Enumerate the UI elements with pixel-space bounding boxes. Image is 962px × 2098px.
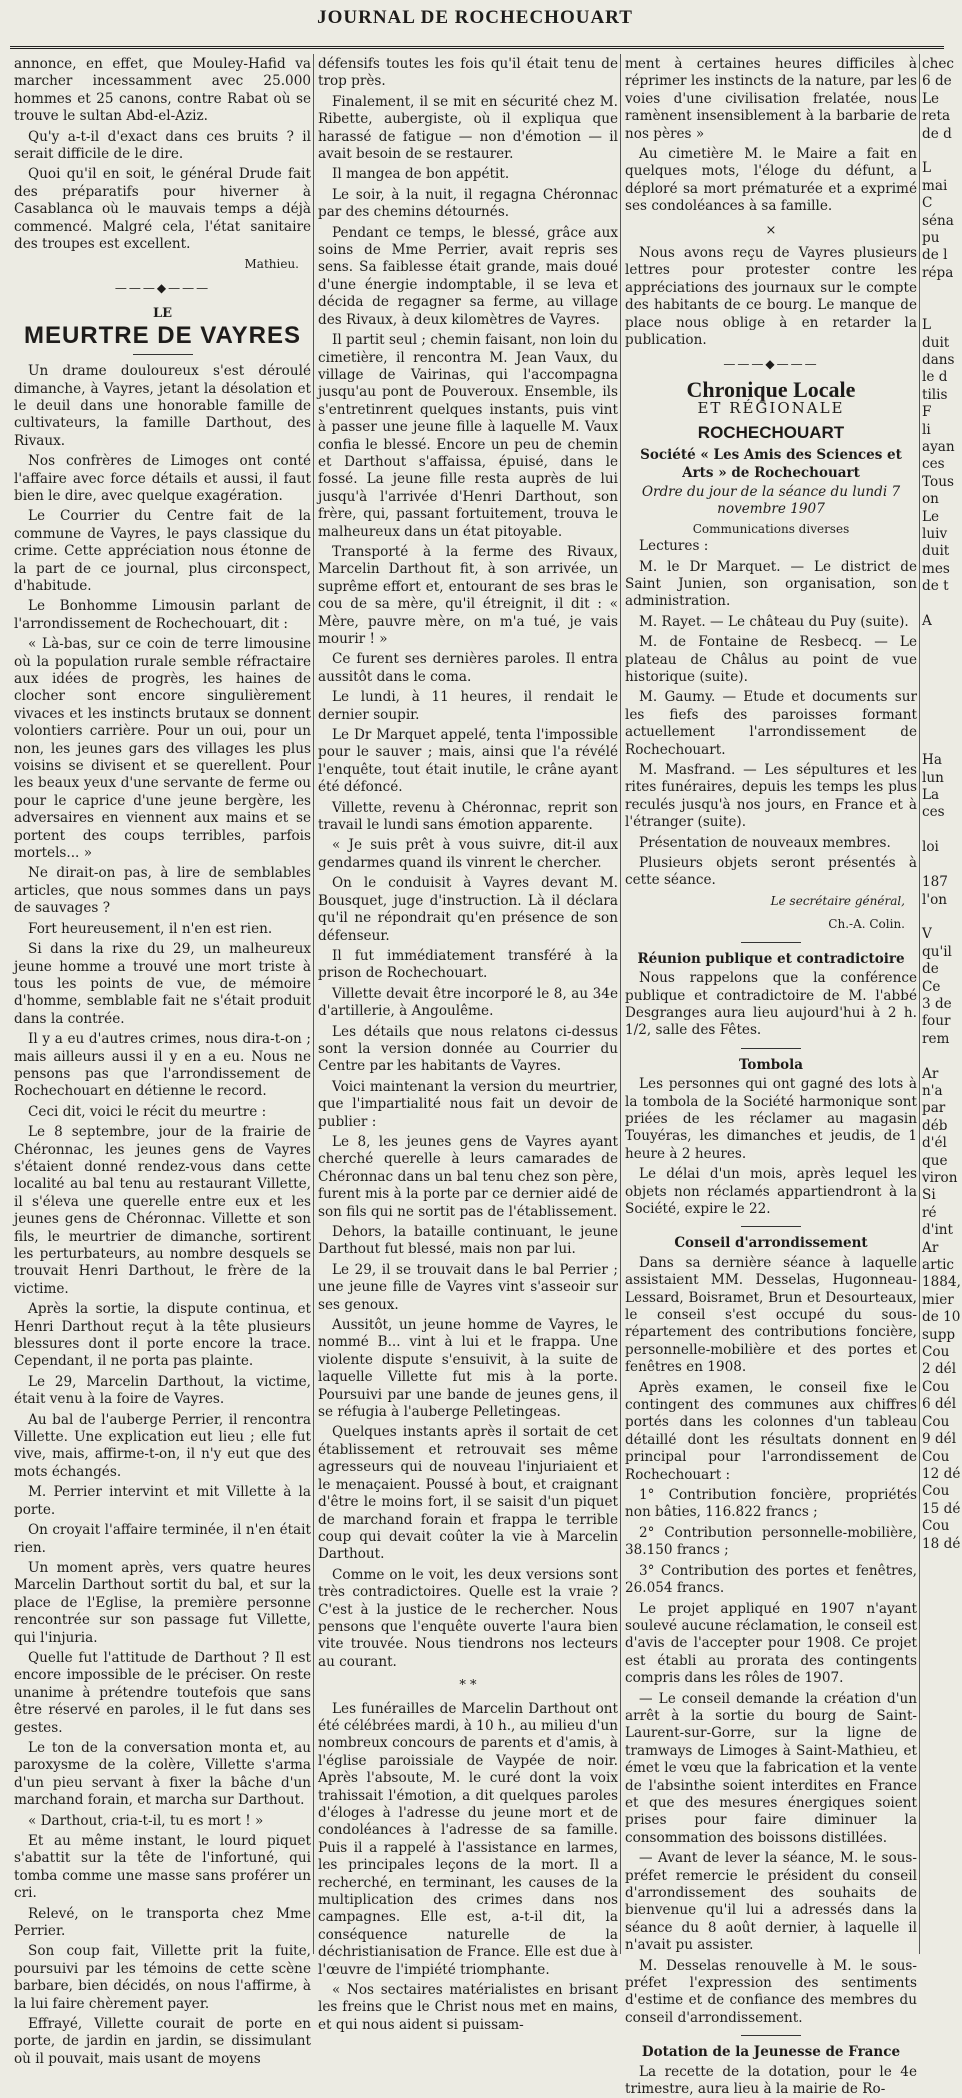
paragraph: M. Perrier intervint et mit Villette à la porte.: [14, 1484, 311, 1518]
edge-text-line: [922, 700, 962, 717]
paragraph: Après la sortie, la dispute continua, et Henri Darthout reçut à la tête plusieurs blessures dont il porte encore la trace. Cependant, il ne porta pas plainte.: [14, 1301, 311, 1370]
edge-text-line: ayan: [922, 438, 955, 455]
paragraph: — Le conseil demande la création d'un arrêt à la sortie du bourg de Saint-Laurent-sur-Gorre, sur la ligne de tramways de Limoges à Saint-Mathieu, et émet le vœu que la fabrication et la vente de l'absinthe soient interdites en France et que des mesures énergiques soient prises pour faire diminuer la consommation des boissons distillées.: [625, 1690, 917, 1846]
edge-text-line: répa: [922, 264, 954, 281]
edge-text-line: 2 dél: [922, 1361, 957, 1378]
conseil-heading: Conseil d'arrondissement: [674, 1235, 868, 1252]
paragraph: La recette de la dotation, pour le 4e trimestre, aura lieu à la mairie de Ro-: [625, 2063, 917, 2098]
city-heading: ROCHECHOUART: [697, 422, 845, 442]
edge-text-line: l'on: [922, 891, 948, 908]
edge-text-line: four: [922, 1013, 951, 1030]
edge-text-line: Si: [922, 1187, 936, 1204]
edge-text-line: Cou: [922, 1413, 950, 1430]
paragraph: M. de Fontaine de Resbecq. — Le plateau de Châlus au point de vue historique (suite).: [625, 634, 917, 685]
paragraph: Effrayé, Villette courait de porte en porte, de jardin en jardin, se dissimulant où il pouvait, mais usant de moyens: [14, 2016, 311, 2067]
edge-text-line: Le: [922, 508, 940, 525]
edge-text-line: [922, 909, 962, 926]
paragraph: Le 29, il se trouvait dans le bal Perrier ; une jeune fille de Vayres vint s'asseoir sur ses genoux.: [318, 1261, 618, 1313]
paragraph: Quelle fut l'attitude de Darthout ? Il est encore impossible de le préciser. On reste unanime à prétendre toutefois que sans être réservé en paroles, il le fut dans ses gestes.: [14, 1649, 311, 1736]
edge-text-line: de 10: [922, 1309, 961, 1326]
paragraph: 2° Contribution personnelle-mobilière, 38.150 francs ;: [625, 1524, 917, 1559]
paragraph: Villette, revenu à Chéronnac, reprit son travail le lundi sans émotion apparente.: [318, 799, 618, 834]
paragraph: Le 29, Marcelin Darthout, la victime, était venu à la foire de Vayres.: [14, 1373, 311, 1408]
edge-text-line: C: [922, 195, 933, 212]
edge-text-line: 6 de: [922, 73, 952, 90]
paragraph: Le Courrier du Centre fait de la commune de Vayres, le pays classique du crime. Cette appréciation nous étonne de la part de ce journal, plus circonspect, d'habitude.: [14, 508, 311, 594]
paragraph: Il fut immédiatement transféré à la prison de Rochechouart.: [318, 947, 618, 982]
paragraph: Au cimetière M. le Maire a fait en quelques mots, l'éloge du défunt, a déploré sa mort prématurée et a exprimé ses condoléances à sa famille.: [625, 146, 917, 215]
paragraph: Villette devait être incorporé le 8, au 34e d'artillerie, à Angoulême.: [318, 985, 618, 1020]
edge-text-line: pu: [922, 230, 940, 247]
paragraph: 1° Contribution foncière, propriétés non bâties, 116.822 francs ;: [625, 1487, 917, 1521]
edge-text-line: [922, 596, 962, 613]
edge-text-line: [922, 630, 962, 647]
edge-text-line: La: [922, 787, 940, 804]
ornament-divider: ———◆———: [723, 356, 819, 371]
edge-text-line: supp: [922, 1326, 956, 1343]
paragraph: Après examen, le conseil fixe le contingent des communes aux chiffres portés dans les colonnes d'un tableau détaillé dont les résultats donnent en principal pour l'arrondissement de Rochechouart :: [625, 1379, 917, 1483]
short-rule: [741, 1226, 801, 1227]
edge-text-line: duit: [922, 543, 950, 560]
edge-text-line: 9 dél: [922, 1431, 957, 1448]
paragraph: Le Bonhomme Limousin parlant de l'arrondissement de Rochechouart, dit :: [14, 598, 311, 632]
paragraph: Voici maintenant la version du meurtrier, que l'impartialité nous fait un devoir de publier :: [318, 1078, 618, 1130]
edge-text-line: de l: [922, 247, 948, 264]
edge-text-line: [922, 300, 962, 317]
paragraph: Il partit seul ; chemin faisant, non loin du cimetière, il rencontra M. Jean Vaux, du village de Vairinas, qui l'accompagna jusqu'au pont de Pouveroux. Ensemble, ils s'entretinrent quelques instants, puis vint à passer une jeune fille à laquelle M. Vaux confia le blessé. Encore un peu de chemin et Darthout s'affaissa, épuisé, dans le fossé. La jeune fille resta auprès de lui jusqu'à l'arrivée d'Henri Darthout, son frère, qui, passant fortuitement, trouva le malheureux dans un état pitoyable.: [318, 332, 618, 540]
paragraph: Le lundi, à 11 heures, il rendait le dernier soupir.: [318, 689, 618, 723]
edge-text-line: 3 de: [922, 995, 952, 1012]
paragraph: « Je suis prêt à vous suivre, dit-il aux gendarmes quand ils vinrent le chercher.: [318, 837, 618, 871]
paragraph: Les personnes qui ont gagné des lots à la tombola de la Société harmonique sont priées de les réclamer au magasin Touyéras, les dimanches et jeudis, de 1 heure à 2 heures.: [625, 1076, 917, 1162]
paragraph: Si dans la rixe du 29, un malheureux jeune homme a trouvé une mort triste à tous les points de vue, de mémoire d'homme, semblable fait ne s'était produit dans la contrée.: [14, 941, 311, 1027]
edge-text-line: artic: [922, 1257, 955, 1274]
edge-text-line: [922, 282, 962, 299]
edge-text-line: ces: [922, 456, 945, 473]
paragraph: Aussitôt, un jeune homme de Vayres, le nommé B... vint à lui et le frappa. Une violente dispute s'ensuivit, à la suite de laquelle Villette fut mis à la porte. Poursuivi par une bande de jeunes gens, il se réfugia à l'auberge Pelletingeas.: [318, 1317, 618, 1421]
paragraph: Dehors, la bataille continuant, le jeune Darthout fut blessé, mais non par lui.: [318, 1224, 618, 1258]
edge-text-line: [922, 648, 962, 665]
paragraph: Les funérailles de Marcelin Darthout ont été célébrées mardi, à 10 h., au milieu d'un nombreux concours de parents et d'amis, à l'église paroissiale de Vaypée de noir. Après l'absoute, M. le curé dont la voix trahissait l'émotion, a dit quelques paroles d'éloges à l'adresse du jeune mort et de condoléances à l'adresse de sa famille. Puis il a rappelé à l'assistance en larmes, les principales leçons de la mort. Il a recherché, en terminant, les causes de la multiplication des crimes dans nos campagnes. Elle est, a-t-il dit, la conséquence naturelle de la déchristianisation de France. Elle est due à l'œuvre de l'impiété triomphante.: [318, 1700, 618, 1978]
edge-text-line: de t: [922, 578, 949, 595]
paragraph: Il mangea de bon appétit.: [332, 166, 510, 183]
edge-text-line: 18 dé: [922, 1535, 961, 1552]
edge-text-line: qu'il: [922, 943, 952, 960]
paragraph: Qu'y a-t-il d'exact dans ces bruits ? il serait difficile de le dire.: [14, 128, 311, 163]
society-communications: Communications diverses: [692, 521, 850, 536]
edge-text-line: Cou: [922, 1344, 950, 1361]
paragraph: M. Masfrand. — Les sépultures et les rites funéraires, depuis les temps les plus reculés jusqu'à nos jours, en France et à l'étranger (suite).: [625, 762, 917, 831]
cross-separator: ×: [765, 222, 777, 238]
paragraph: Relevé, on le transporta chez Mme Perrier.: [14, 1905, 311, 1940]
paragraph: Au bal de l'auberge Perrier, il rencontra Villette. Une explication eut lieu ; elle fut vive, mais, affirme-t-on, il n'y eut que des mots échangés.: [14, 1411, 311, 1480]
paragraph: Le Dr Marquet appelé, tenta l'impossible pour le sauver ; mais, ainsi que l'a révélé l'enquête, tout était inutile, le crâne ayant été défoncé.: [318, 727, 618, 796]
edge-text-line: 6 dél: [922, 1396, 957, 1413]
paragraph: Un drame douloureux s'est déroulé dimanche, à Vayres, jetant la désolation et le deuil dans une honorable famille de cultivateurs, la famille Darthout, des Rivaux.: [14, 363, 311, 449]
edge-text-line: Ar: [922, 1065, 939, 1082]
edge-text-line: reta: [922, 108, 951, 125]
edge-text-line: viron: [922, 1170, 958, 1186]
paragraph: Quelques instants après il sortait de cet établissement et retrouvait ses même agresseurs qui de nouveau l'injuriaient et le menaçaient. Poussé à bout, et craignant d'être le moins fort, il se saisit d'un piquet de marchand forain et frappa le terrible coup qui devait coûter la vie à Marcelin Darthout.: [318, 1424, 618, 1563]
paragraph: Nous avons reçu de Vayres plusieurs lettres pour protester contre les appréciations des journaux sur le compte des habitants de ce bourg. Le manque de place nous oblige à en retarder la publication.: [625, 245, 917, 349]
edge-text-line: Cou: [922, 1518, 950, 1535]
edge-text-line: déb: [922, 1117, 948, 1134]
secretary-title: Le secrétaire général,: [770, 893, 905, 908]
edge-text-line: 12 dé: [922, 1465, 961, 1482]
paragraph: Nous rappelons que la conférence publique et contradictoire de M. l'abbé Desgranges aura lieu aujourd'hui à 2 h. 1/2, salle des Fêtes.: [625, 970, 917, 1039]
paragraph: Comme on le voit, les deux versions sont très contradictoires. Quelle est la vraie ? C'est à la justice de le rechercher. Nous pensons que l'enquête ouverte l'aura bien vite trouvée. Nous tiendrons nos lecteurs au courant.: [318, 1566, 618, 1670]
edge-text-line: Ar: [922, 1239, 939, 1256]
edge-text-line: mai: [922, 177, 948, 194]
edge-text-line: d'int: [922, 1222, 954, 1239]
edge-text-line: mier: [922, 1291, 954, 1308]
signature: Mathieu.: [244, 257, 299, 272]
paragraph: « Darthout, cria-t-il, tu es mort ! »: [28, 1812, 264, 1829]
edge-text-line: luiv: [922, 525, 948, 542]
paragraph: Son coup fait, Villette prit la fuite, poursuivi par les témoins de cette scène barbare, bien décidés, on nous l'affirme, à la lui faire chèrement payer.: [14, 1943, 311, 2012]
paragraph: Les détails que nous relatons ci-dessus sont la version donnée au Courrier du Centre par les habitants de Vayres.: [318, 1023, 618, 1075]
paragraph: On le conduisit à Vayres devant M. Bousquet, juge d'instruction. Là il déclara qu'il ne répondrait qu'en présence de son défenseur.: [318, 875, 618, 944]
edge-text-line: L: [922, 160, 932, 177]
edge-text-line: on: [922, 491, 939, 508]
edge-text-line: Tous: [922, 473, 954, 490]
paragraph: « Là-bas, sur ce coin de terre limousine où la population rurale semble réfractaire aux idées de progrès, les haines de clocher sont encore singulièrement vivaces et les instincts brutaux se donnent volontiers carrière. Pour un oui, pour un non, les jeunes gars des villages les plus voisins se divisent et se querellent. Pour les beaux yeux d'une servante de ferme ou pour le caprice d'une jeune bergère, les adversaires en viennent aux mains et se portent des coups terribles, parfois mortels... »: [14, 636, 311, 862]
paragraph: « Nos sectaires matérialistes en brisant les freins que le Christ nous met en mains, et qui nous aident si puissam-: [318, 1982, 618, 2033]
edge-text-line: tilis: [922, 386, 948, 403]
paragraph: annonce, en effet, que Mouley-Hafid va marcher incessamment avec 25.000 hommes et 25 canons, contre Rabat où se trouve le sultan Abd-el-Aziz.: [14, 56, 311, 125]
section-separator: * *: [459, 1678, 477, 1694]
section-title: Chronique Locale: [686, 376, 856, 402]
edge-text-line: loi: [922, 839, 939, 856]
paragraph: Le soir, à la nuit, il regagna Chéronnac par des chemins détournés.: [318, 186, 618, 221]
edge-text-line: duit: [922, 334, 950, 351]
edge-text-line: 1884,: [922, 1274, 961, 1291]
short-rule: [741, 2035, 801, 2036]
edge-text-line: L: [922, 317, 932, 334]
paragraph: Et au même instant, le lourd piquet s'abattit sur la tête de l'infortuné, qui tomba comme une masse sans proférer un cri.: [14, 1833, 311, 1902]
paragraph: Le ton de la conversation monta et, au paroxysme de la colère, Villette s'arma d'un pieu servant à fixer la bâche d'un marchand forain, et marcha sur Darthout.: [14, 1739, 311, 1809]
edge-text-line: dans: [922, 351, 955, 368]
paragraph: Un moment après, vers quatre heures Marcelin Darthout sortit du bal, et sur la place de l'Eglise, la première personne rencontrée sur son passage fut Villette, qui l'injuria.: [14, 1559, 311, 1646]
paragraph: Finalement, il se mit en sécurité chez M. Ribette, aubergiste, où il expliqua que harassé de fatigue — non d'émotion — il avait besoin de se restaurer.: [318, 93, 618, 163]
paragraph: Présentation de nouveaux membres.: [639, 834, 891, 851]
edge-text-line: 15 dé: [922, 1500, 961, 1517]
paragraph: Lectures :: [639, 538, 709, 555]
column-3: [625, 56, 917, 2098]
reunion-heading: Réunion publique et contradictoire: [637, 950, 905, 967]
paragraph: — Avant de lever la séance, M. le sous-préfet remercie le président du conseil d'arrondissement des souhaits de bienvenue qu'il lui a adressés dans la séance du 8 août dernier, à laquelle il n'avait pu assister.: [625, 1850, 917, 1954]
paragraph: M. Desselas renouvelle à M. le sous-préfet l'expression des sentiments d'estime et de confiance des membres du conseil d'arrondissement.: [625, 1957, 917, 2026]
edge-text-line: Ha: [922, 752, 942, 769]
edge-text-line: 187: [922, 874, 948, 891]
paragraph: défensifs toutes les fois qu'il était tenu de trop près.: [318, 56, 618, 90]
edge-text-line: [922, 717, 962, 734]
edge-text-line: chec: [922, 56, 955, 72]
edge-text-line: rem: [922, 1030, 950, 1047]
paragraph: Il y a eu d'autres crimes, nous dira-t-on ; mais ailleurs aussi il y en a eu. Nous ne pensons pas que l'arrondissement de Rochechouart en détienne le record.: [14, 1031, 311, 1100]
edge-text-line: li: [922, 421, 931, 438]
article-kicker: LE: [152, 306, 173, 322]
edge-text-line: le d: [922, 369, 948, 386]
article-headline: MEURTRE DE VAYRES: [23, 321, 302, 349]
short-rule: [133, 354, 193, 355]
edge-text-line: de: [922, 961, 939, 978]
edge-text-line: n'a: [922, 1082, 943, 1099]
edge-text-line: V: [922, 926, 932, 943]
ornament-divider: ———◆———: [114, 280, 211, 295]
edge-text-line: d'él: [922, 1135, 947, 1152]
column-divider: [919, 54, 920, 1954]
paragraph: Transporté à la ferme des Rivaux, Marcelin Darthout fit, à son arrivée, un suprême effort et, entourant de ses bras le cou de sa mère, qu'il étreignit, il dit : « Mère, pauvre mère, on m'a tué, je vais mourir ! »: [318, 543, 618, 647]
edge-text-line: lun: [922, 769, 944, 786]
paragraph: Ne dirait-on pas, à lire de semblables articles, que nous sommes dans un pays de sauvages ?: [14, 865, 311, 917]
paragraph: Le 8 septembre, jour de la frairie de Chéronnac, les jeunes gens de Vayres s'étaient donné rendez-vous dans cette localité au bal tenu au restaurant Villette, il s'éleva une querelle entre eux et les jeunes gens de Chéronnac. Villette et son fils, le meurtrier de dimanche, sortirent les perturbateurs, au nombre desquels se trouvait Henri Darthout, le frère de la victime.: [14, 1124, 311, 1297]
short-rule: [741, 942, 801, 943]
paragraph: Le 8, les jeunes gens de Vayres ayant cherché querelle à leurs camarades de Chéronnac dans un bal tenu chez son père, furent mis à la porte par ce dernier aidé de son fils qui ne sortit pas de l'établissement.: [318, 1133, 618, 1220]
paragraph: Quoi qu'il en soit, le général Drude fait des préparatifs pour hiverner à Casablanca où le mauvais temps a déjà commencé. Malgré cela, l'état sanitaire des troupes est excellent.: [14, 166, 311, 253]
paragraph: Dans sa dernière séance à laquelle assistaient MM. Desselas, Hugonneau-Lessard, Boisramet, Brun et Desourteaux, le conseil s'est occupé du sous-répartement des contributions foncière, personnelle-mobilière et des portes et fenêtres en 1908.: [625, 1254, 917, 1376]
section-subtitle: ET RÉGIONALE: [697, 399, 845, 418]
edge-text-line: Le: [922, 90, 940, 107]
paragraph: M. le Dr Marquet. — Le district de Saint Junien, son organisation, son administration.: [625, 558, 917, 610]
edge-text-line: [922, 822, 962, 839]
paragraph: Le délai d'un mois, après lequel les objets non réclamés appartiendront à la Société, expire le 22.: [625, 1166, 917, 1217]
edge-text-line: [922, 665, 962, 682]
edge-text-line: F: [922, 404, 932, 421]
edge-text-line: mes: [922, 560, 950, 577]
column-divider: [620, 54, 621, 1954]
edge-text-line: [922, 1048, 962, 1065]
edge-text-line: Ce: [922, 978, 941, 995]
secretary-signature: Ch.-A. Colin.: [828, 917, 905, 932]
paragraph: Plusieurs objets seront présentés à cette séance.: [625, 855, 917, 889]
paragraph: On croyait l'affaire terminée, il n'en était rien.: [14, 1522, 311, 1556]
edge-text-line: séna: [922, 212, 954, 229]
paragraph: Nos confrères de Limoges ont conté l'affaire avec force détails et aussi, il faut bien le dire, avec quelque exagération.: [14, 453, 311, 504]
column-2: [318, 56, 618, 2033]
column-divider: [313, 54, 314, 1954]
dotation-heading: Dotation de la Jeunesse de France: [641, 2044, 901, 2061]
tombola-heading: Tombola: [738, 1056, 804, 1073]
edge-text-line: Cou: [922, 1378, 950, 1395]
edge-text-line: [922, 143, 962, 160]
column-1: [14, 56, 311, 2067]
edge-text-line: Cou: [922, 1448, 950, 1465]
paragraph: M. Gaumy. — Etude et documents sur les fiefs des paroisses formant actuellement l'arrondissement de Rochechouart.: [625, 689, 917, 758]
paragraph: 3° Contribution des portes et fenêtres, 26.054 francs.: [625, 1562, 917, 1597]
edge-text-line: [922, 735, 962, 752]
edge-text-line: que: [922, 1152, 948, 1169]
paragraph: Ceci dit, voici le récit du meurtre :: [28, 1103, 267, 1120]
edge-text-line: de d: [922, 125, 952, 142]
paragraph: Ce furent ses dernières paroles. Il entra aussitôt dans le coma.: [318, 651, 618, 685]
masthead-rule: [10, 46, 944, 49]
short-rule: [741, 1048, 801, 1049]
edge-text-line: ré: [922, 1204, 937, 1221]
paragraph: Pendant ce temps, le blessé, grâce aux soins de Mme Perrier, avait repris ses sens. Sa faiblesse était grande, mais doué d'une énergie indomptable, il se leva et décida de regagner sa ferme, au village des Rivaux, à deux kilomètres de Vayres.: [318, 224, 618, 328]
paragraph: Fort heureusement, il n'en est rien.: [28, 920, 273, 937]
edge-text-line: A: [922, 613, 932, 629]
masthead-title: JOURNAL DE ROCHECHOUART: [317, 7, 633, 28]
society-order: Ordre du jour de la séance du lundi 7 novembre 1907: [641, 483, 901, 518]
column-4-cropped: [922, 56, 962, 1951]
paragraph: M. Rayet. — Le château du Puy (suite).: [639, 613, 909, 630]
edge-text-line: par: [922, 1100, 946, 1117]
edge-text-line: Cou: [922, 1483, 950, 1500]
society-heading: Société « Les Amis des Sciences et Arts » de Rochechouart: [640, 447, 902, 481]
paragraph: ment à certaines heures difficiles à réprimer les instincts de la nature, par les voies d'une civilisation frelatée, nous ramènent insensiblement à la barbarie de nos pères »: [625, 56, 917, 142]
paragraph: Le projet appliqué en 1907 n'ayant soulevé aucune réclamation, le conseil est d'avis de l'accepter pour 1908. Ce projet est établi au prorata des contingents compris dans les rôles de 1907.: [625, 1600, 917, 1687]
edge-text-line: [922, 683, 962, 700]
edge-text-line: [922, 857, 962, 874]
edge-text-line: ces: [922, 804, 945, 821]
